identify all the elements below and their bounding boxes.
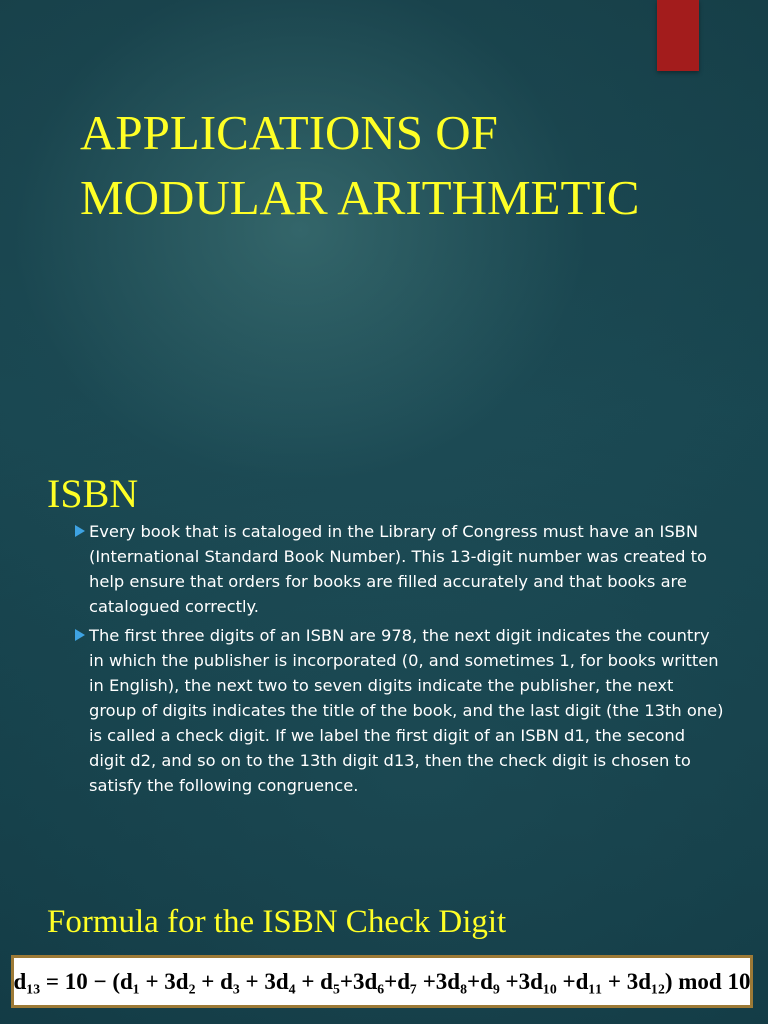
section-heading: ISBN	[47, 471, 139, 516]
accent-tab	[657, 0, 699, 71]
bullet-text: Every book that is cataloged in the Library of Congress must have an ISBN (International Standard Book Number). This 13-digit number was created to help ensure that orders for books are filled accurately and that books are catalogued correctly.	[89, 522, 708, 616]
isbn-check-digit-formula: d₁₃ = 10 − (d₁ + 3d₂ + d₃ + 3d₄ + d₅+3d₆+d₇ +3d₈+d₉ +3d₁₀ +d₁₁ + 3d₁₂) mod 10	[13, 968, 751, 994]
formula-heading: Formula for the ISBN Check Digit	[47, 904, 507, 940]
bullet-list	[75, 519, 725, 802]
bullet-item	[75, 519, 725, 619]
slide-title: APPLICATIONS OF MODULAR ARITHMETIC	[80, 105, 640, 225]
bullet-item	[75, 623, 725, 798]
bullet-text: The first three digits of an ISBN are 978, the next digit indicates the country in which the publisher is incorporated (0, and sometimes 1, for books written in English), the next two to seven digits indicate the publisher, the next group of digits indicates the title of the book, and the last digit (the 13th one) is called a check digit. If we label the first digit of an ISBN d1, the second digit d2, and so on to the 13th digit d13, then the check digit is chosen to satisfy the following congruence.	[89, 626, 724, 795]
triangle-right-icon	[75, 629, 85, 641]
formula-box	[11, 955, 753, 1008]
triangle-right-icon	[75, 525, 85, 537]
